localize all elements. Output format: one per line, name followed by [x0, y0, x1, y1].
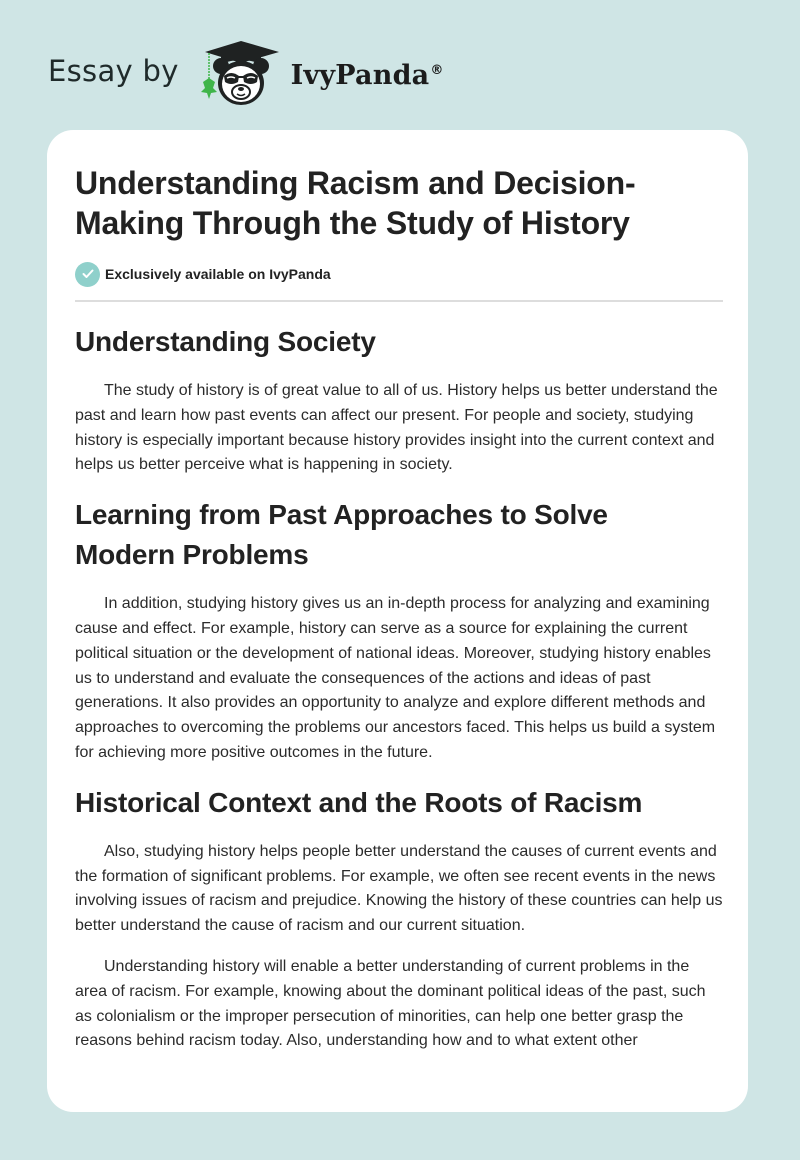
section-heading: Understanding Society — [75, 326, 376, 357]
check-icon — [75, 262, 100, 287]
paragraph: Understanding history will enable a better understanding of current problems in the area of racism. For example, knowing about the dominant political ideas of the past, such as colonialism or the improper persecution of minorities, can help one better grasp the reasons behind racism today. Also, understanding how and to what extent other — [75, 957, 706, 1050]
essay-by-label: Essay by — [48, 54, 179, 88]
section-historical-context — [75, 783, 722, 1054]
site-header — [48, 36, 444, 108]
essay-card — [47, 130, 748, 1112]
exclusive-text: Exclusively available on IvyPanda — [105, 266, 331, 282]
section-heading: Learning from Past Approaches to Solve Modern Problems — [75, 499, 608, 571]
panda-graduate-logo-icon[interactable] — [197, 36, 283, 108]
paragraph: In addition, studying history gives us an in-depth process for analyzing and examining cause and effect. For example, history can serve as a source for explaining the current political situation or the development of national ideas. Moreover, studying history enables us to understand and evaluate the consequences of the actions and ideas of past generations. It also provides an opportunity to analyze and explore different methods and approaches to overcoming the problems our ancestors faced. This helps us build a system for achieving more positive outcomes in the future. — [75, 595, 716, 761]
paragraph: Also, studying history helps people better understand the causes of current events and the formation of significant problems. For example, we often see recent events in the news involving issues of racism and prejudice. Knowing the history of these countries can help us better understand the cause of racism and our current situation. — [75, 842, 723, 935]
brand-name[interactable]: IvyPanda® — [290, 59, 444, 91]
section-learning-from-past — [75, 495, 722, 766]
section-understanding-society — [75, 322, 722, 478]
exclusive-badge — [75, 260, 722, 288]
title-divider — [75, 300, 723, 302]
paragraph: The study of history is of great value to all of us. History helps us better understand the past and learn how past events can affect our present. For people and society, studying history is especially important because history provides insight into the current context and helps us better perceive what is happening in society. — [75, 382, 718, 474]
registered-mark: ® — [430, 62, 444, 78]
section-heading: Historical Context and the Roots of Racism — [75, 786, 643, 818]
essay-title: Understanding Racism and Decision- Making Through the Study of History — [75, 165, 636, 241]
